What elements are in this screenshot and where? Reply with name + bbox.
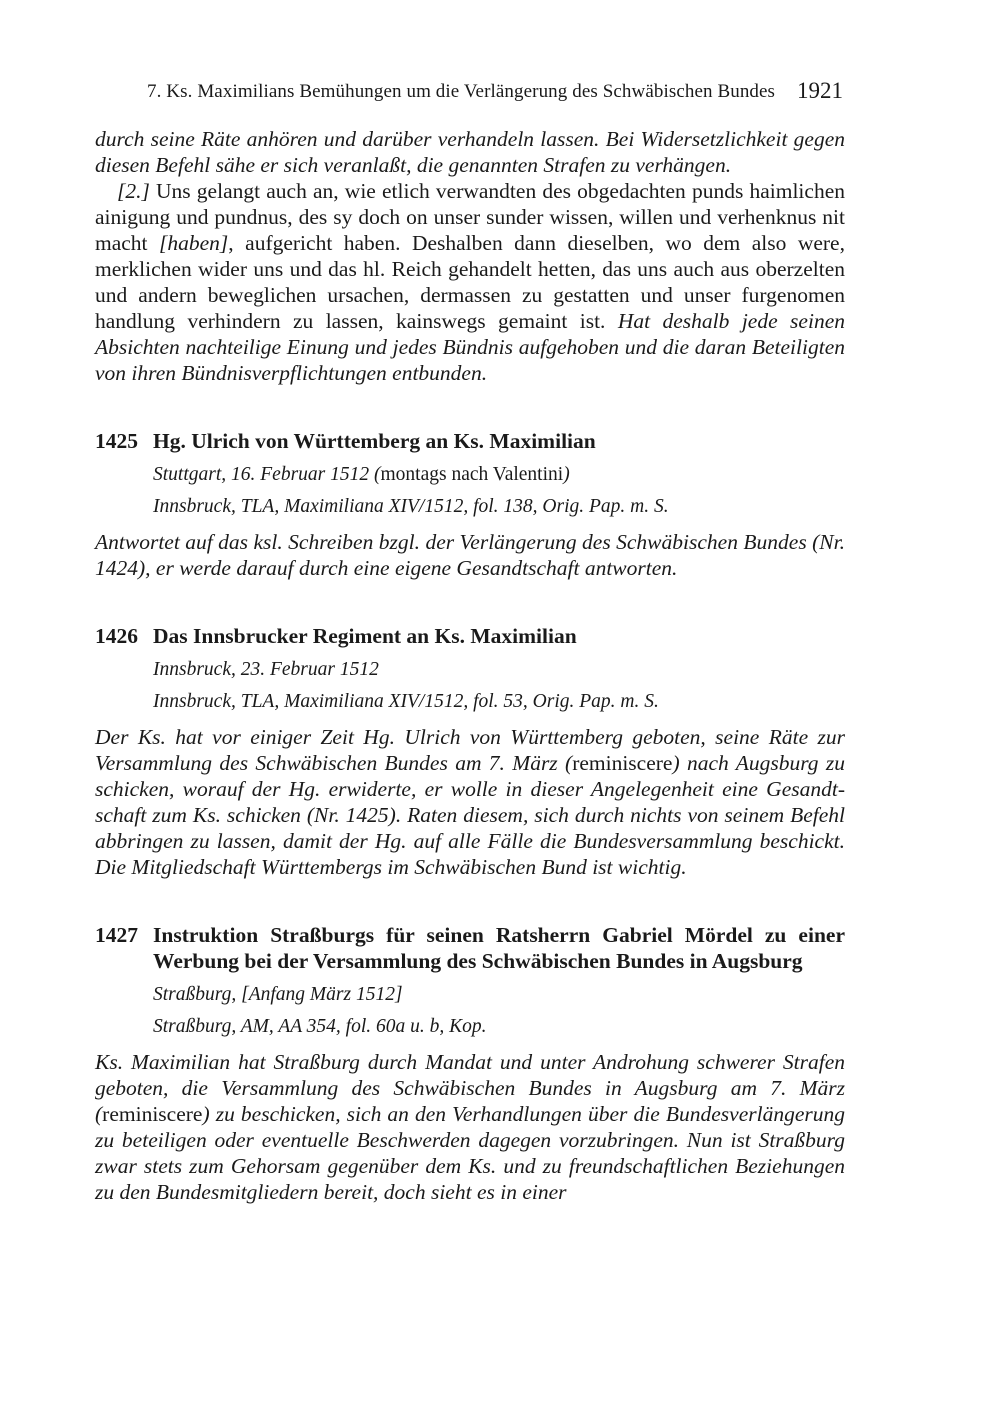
summary-end: Hat deshalb jede seinen Absichten nachteilige Einung und jedes Bündnis aufgehoben und die daran Beteiligten von ihren Bündnisverpflichtungen entbunden. <box>95 309 845 385</box>
document-source: Straßburg, AM, AA 354, fol. 60a u. b, Kop. <box>153 1016 487 1037</box>
feast-day: reminiscere <box>102 1102 203 1126</box>
editorial-emendation: [haben] <box>159 231 229 255</box>
document-source: Innsbruck, TLA, Maximiliana XIV/1512, fol. 138, Orig. Pap. m. S. <box>153 496 669 517</box>
feast-day: montags nach Valentini <box>380 464 564 485</box>
page-number: 1921 <box>797 78 843 103</box>
document-heading <box>95 428 845 454</box>
document-number: 1425 <box>95 429 138 453</box>
feast-day: reminiscere <box>572 751 673 775</box>
document-date: Innsbruck, 23. Februar 1512 <box>153 659 379 680</box>
document-entry-1426 <box>95 623 845 880</box>
continued-summary: durch seine Räte anhören und darüber verhandeln lassen. Bei Widersetzlichkeit gegen diesen Befehl sähe er sich veranlaßt, die genannten Strafen zu verhängen. <box>95 127 845 177</box>
document-summary: Antwortet auf das ksl. Schreiben bzgl. der Verlängerung des Schwäbischen Bundes (Nr. 1424), er werde darauf durch eine eigene Gesandtschaft antworten. <box>95 530 845 580</box>
running-head <box>95 78 845 108</box>
document-number: 1427 <box>95 923 138 947</box>
document-date: Straßburg, [Anfang März 1512] <box>153 984 403 1005</box>
document-title: Das Innsbrucker Regiment an Ks. Maximilian <box>153 624 577 648</box>
document-summary: Der Ks. hat vor einiger Zeit Hg. Ulrich von Württemberg geboten, seine Räte zur Versammlung des Schwäbischen Bundes am 7. März (reminiscere) nach Augsburg zu schicken, worauf der Hg. erwiderte, er wolle in dieser Angelegenheit eine Gesandtschaft zum Ks. schicken (Nr. 1425). Raten diesem, sich durch nichts von seinem Befehl abbringen zu lassen, damit der Hg. auf alle Fälle die Bundesversammlung beschickt. Die Mitgliedschaft Württembergs im Schwäbischen Bund ist wichtig. <box>95 725 845 879</box>
section-marker: [2.] <box>117 179 150 203</box>
document-heading <box>95 623 845 649</box>
document-source: Innsbruck, TLA, Maximiliana XIV/1512, fol. 53, Orig. Pap. m. S. <box>153 691 659 712</box>
document-entry-1425 <box>95 428 845 581</box>
running-head-title: 7. Ks. Maximilians Bemühungen um die Verlängerung des Schwäbischen Bundes <box>147 81 776 102</box>
document-title: Instruktion Straßburgs für seinen Ratsherrn Gabriel Mördel zu einer Werbung bei der Versammlung des Schwäbischen Bundes in Augsburg <box>153 923 845 973</box>
document-number: 1426 <box>95 624 138 648</box>
source-text-b: , aufgericht haben. Deshalben dann dieselben, wo dem also were, merklichen wider uns und das hl. Reich gehandelt hetten, das uns auch aus oberzelten und andern beweglichen ursachen, dermassen zu gestatten und unser furgenomen handlung verhindern zu lassen, kainswegs gemaint ist. <box>95 231 845 333</box>
document-entry-1427 <box>95 922 845 1205</box>
source-text-a: Uns gelangt auch an, wie etlich verwandten des obgedachten punds haimlichen ainigung und pundnus, des sy doch on unser sunder wissen, willen und verhenknus nit macht <box>95 179 845 255</box>
document-summary: Ks. Maximilian hat Straßburg durch Mandat und unter Androhung schwerer Strafen geboten, die Versammlung des Schwäbischen Bundes in Augsburg am 7. März (reminiscere) zu beschicken, sich an den Verhandlungen über die Bundesverlängerung zu beteiligen oder eventuelle Beschwerden dagegen vorzubringen. Nun ist Straßburg zwar stets zum Gehorsam gegenüber dem Ks. und zu freundschaftlichen Beziehungen zu den Bundesmitgliedern bereit, doch sieht es in einer <box>95 1050 845 1204</box>
book-page <box>95 78 845 1205</box>
document-title: Hg. Ulrich von Württemberg an Ks. Maximilian <box>153 429 596 453</box>
document-date: Stuttgart, 16. Februar 1512 (montags nach Valentini) <box>153 464 570 485</box>
document-heading <box>95 922 845 974</box>
source-paragraph <box>95 178 845 386</box>
